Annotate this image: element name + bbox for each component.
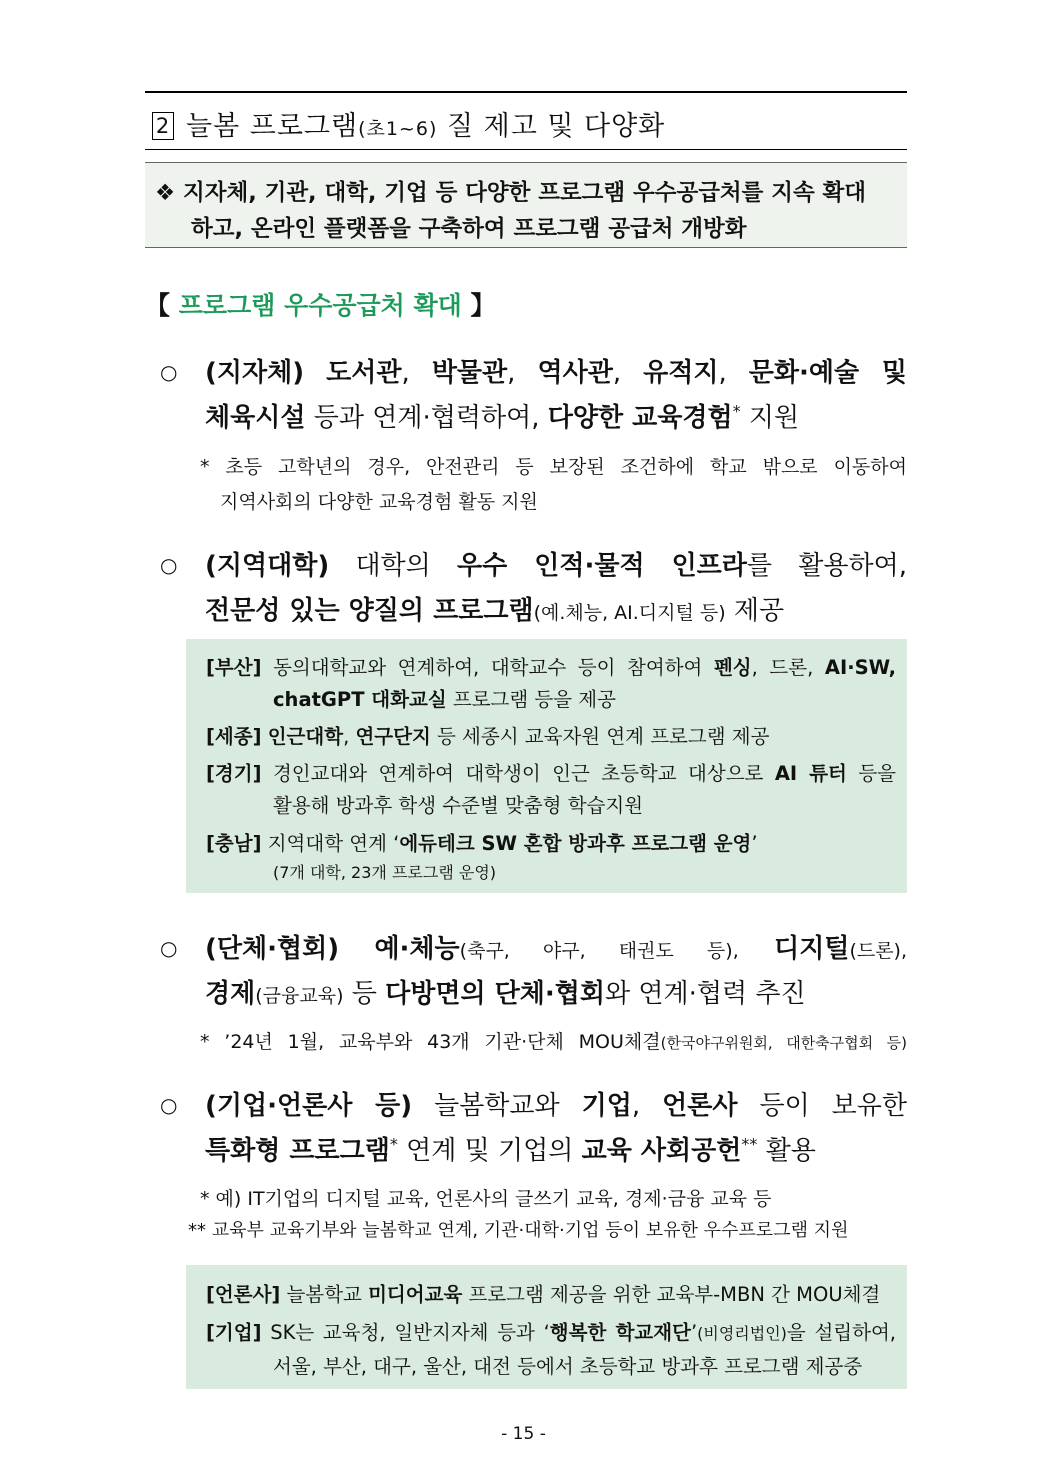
text-run: 등 [343, 979, 386, 1009]
text-run: (지자체) [205, 358, 305, 388]
text-run [304, 358, 326, 388]
text-run: 활용 [757, 1136, 816, 1166]
text-run: (예.체능, AI.디지털 등) [533, 602, 726, 624]
section-title-paren: (초1~6) [358, 118, 438, 140]
text-run: 경제 [205, 979, 256, 1009]
item4-example-box [186, 1265, 907, 1389]
text-run: (단체·협회) [205, 934, 340, 964]
page-number: - 15 - [501, 1424, 546, 1444]
subheading-open-bracket: 【 [145, 291, 171, 320]
item4-note-1: * 예) IT기업의 디지털 교육, 언론사의 글쓰기 교육, 경제·금융 교육 등 [200, 1188, 772, 1210]
item1-line-2 [205, 397, 907, 434]
text-run: 문화·예술 및 [748, 358, 908, 388]
text-run: (축구, 야구, 태권도 등), [459, 940, 739, 962]
text-run: 행복한 학교재단 [549, 1321, 691, 1344]
text-run: ’ [751, 832, 758, 855]
subheading [145, 286, 496, 322]
text-run: * ’24년 1월, 교육부와 43개 기관·단체 MOU체결 [200, 1031, 661, 1053]
text-run: ** [741, 1134, 758, 1154]
text-run: 늘봄학교 [280, 1283, 369, 1306]
text-run: 체육시설 [205, 403, 306, 433]
text-run: [세종] [206, 725, 262, 748]
text-run: 을 설립하여, [786, 1321, 896, 1344]
text-run: 온라인 플랫폼 [250, 216, 390, 242]
text-run: (금융교육) [255, 985, 344, 1007]
text-run: 미디어교육 [368, 1283, 463, 1306]
item1-note-2: 지역사회의 다양한 교육경험 활동 지원 [220, 491, 538, 513]
summary-line-1-text [175, 180, 866, 206]
text-run: * [389, 1134, 398, 1154]
text-run: , 드론, [751, 656, 825, 679]
text-run: 도서관 [326, 358, 402, 388]
text-run: ’ [690, 1321, 698, 1344]
text-run: 등 세종시 교육자원 연계 프로그램 제공 [430, 725, 770, 748]
text-run: 우수 인적·물적 인프라 [457, 551, 747, 581]
text-run: 하고, [191, 216, 251, 242]
text-run: 늘봄학교와 [412, 1091, 582, 1121]
text-run: * [732, 401, 741, 421]
text-run: 제공 [725, 596, 785, 626]
section-number: 2 [152, 112, 174, 140]
text-run: 서울, 부산, 대구, 울산, 대전 등에서 초등학교 방과후 프로그램 제공중 [273, 1355, 863, 1378]
text-run: [부산] [206, 656, 262, 679]
bullet-icon: ○ [160, 1093, 178, 1117]
text-run: 활용해 방과후 학생 수준별 맞춤형 학습지원 [273, 794, 644, 817]
item2-example-box [186, 639, 907, 893]
text-run: , [401, 358, 432, 388]
text-run: [경기] [206, 762, 262, 785]
text-run: 지역대학 연계 ‘ [261, 832, 400, 855]
item1-note-1: * 초등 고학년의 경우, 안전관리 등 보장된 조건하에 학교 밖으로 이동하여 [200, 456, 907, 478]
text-run: chatGPT 대화교실 [273, 688, 447, 711]
box-line-busan [206, 652, 896, 680]
text-run: 동의대학교와 연계하여, 대학교수 등이 참여하여 [261, 656, 714, 679]
top-rule [145, 91, 907, 93]
diamond-bullet-icon: ❖ [155, 180, 176, 206]
text-run: , [612, 358, 644, 388]
item2-line-1 [205, 545, 907, 582]
text-run: 펜싱 [713, 656, 752, 679]
text-run: 지원 [740, 403, 800, 433]
text-run: 를 활용하여, [746, 551, 907, 581]
text-run: 등과 연계·협력하여, [305, 403, 548, 433]
text-run: (7개 대학, 23개 프로그램 운영) [273, 863, 497, 882]
text-run: 대학의 [329, 551, 457, 581]
item3-note-1 [200, 1027, 907, 1054]
text-run: (비영리법인) [697, 1324, 787, 1343]
text-run: SK는 교육청, 일반지자체 등과 ‘ [261, 1321, 550, 1344]
box-line-chungnam-cont [273, 860, 496, 883]
bullet-icon: ○ [160, 360, 178, 384]
text-run: 지자체, 기관, 대학, 기업 등 [175, 180, 466, 206]
text-run: , [718, 358, 749, 388]
subheading-close-bracket: 】 [470, 291, 496, 320]
box-line-company-cont [273, 1351, 862, 1379]
text-run: [언론사] [206, 1283, 281, 1306]
text-run: AI·SW, [824, 656, 896, 679]
text-run: 다양한 교육경험 [547, 403, 733, 433]
text-run: , [507, 358, 538, 388]
item1-line-1 [205, 352, 907, 389]
text-run: 기업 [581, 1091, 632, 1121]
item3-line-1 [205, 928, 907, 965]
subheading-text: 프로그램 우수공급처 확대 [178, 291, 462, 320]
text-run [339, 934, 374, 964]
box-line-gyeonggi [206, 758, 896, 786]
text-run: 인근대학 [267, 725, 344, 748]
item4-line-2 [205, 1130, 907, 1167]
text-run: 유적지 [643, 358, 719, 388]
text-run: 다양한 프로그램 우수공급처 [465, 180, 742, 206]
text-run: 교육 사회공헌 [581, 1136, 742, 1166]
box-line-sejong [206, 721, 769, 749]
summary-box [145, 162, 907, 248]
item4-note-2: ** 교육부 교육기부와 늘봄학교 연계, 기관·대학·기업 등이 보유한 우수프로그램 지원 [188, 1220, 849, 1241]
text-run: 경인교대와 연계하여 대학생이 인근 초등학교 대상으로 [261, 762, 775, 785]
text-run: 언론사 [662, 1091, 738, 1121]
text-run: 와 연계·협력 추진 [605, 979, 806, 1009]
text-run: , [631, 1091, 663, 1121]
text-run: 등이 보유한 [737, 1091, 908, 1121]
summary-line-2 [191, 211, 746, 243]
section-rule [145, 149, 907, 150]
bullet-icon: ○ [160, 553, 178, 577]
text-run: [충남] [206, 832, 262, 855]
item3-line-2 [205, 973, 907, 1010]
text-run: 에듀테크 SW 혼합 방과후 프로그램 운영 [399, 832, 752, 855]
text-run: 프로그램 제공을 위한 교육부-MBN 간 MOU체결 [462, 1283, 881, 1306]
box-line-chungnam [206, 828, 758, 856]
text-run: 프로그램 등을 제공 [446, 688, 616, 711]
text-run: 프로그램 공급처 개방화 [513, 216, 747, 242]
box-line-media [206, 1279, 880, 1307]
text-run: (기업·언론사 등) [205, 1091, 413, 1121]
bullet-icon: ○ [160, 936, 178, 960]
text-run: 특화형 프로그램 [205, 1136, 390, 1166]
text-run: [기업] [206, 1321, 262, 1344]
section-title-rest: 질 제고 및 다양화 [437, 111, 666, 142]
item2-line-2 [205, 590, 907, 627]
text-run: 연계 및 기업의 [397, 1136, 582, 1166]
text-run: 박물관 [431, 358, 508, 388]
text-run: (한국야구위원회, 대한축구협회 등) [660, 1034, 908, 1052]
text-run: , [343, 725, 356, 748]
text-run [739, 934, 774, 964]
text-run: 를 지속 확대 [741, 180, 867, 206]
item4-line-1 [205, 1085, 907, 1122]
summary-line-1 [155, 175, 866, 207]
text-run: 등을 [846, 762, 897, 785]
box-line-company [206, 1317, 896, 1345]
text-run: (드론), [849, 940, 908, 962]
section-title [152, 104, 665, 143]
text-run: AI 튜터 [774, 762, 847, 785]
text-run: 을 구축하여 [389, 216, 514, 242]
text-run: 역사관 [537, 358, 613, 388]
section-title-main: 늘봄 프로그램 [186, 111, 359, 142]
box-line-busan-cont [273, 684, 616, 712]
text-run: 예·체능 [374, 934, 460, 964]
text-run: 다방면의 단체·협회 [385, 979, 605, 1009]
text-run: (지역대학) [205, 551, 330, 581]
text-run: 디지털 [774, 934, 850, 964]
text-run: 전문성 있는 양질의 프로그램 [205, 596, 534, 626]
box-line-gyeonggi-cont [273, 790, 643, 818]
text-run: 연구단지 [355, 725, 431, 748]
